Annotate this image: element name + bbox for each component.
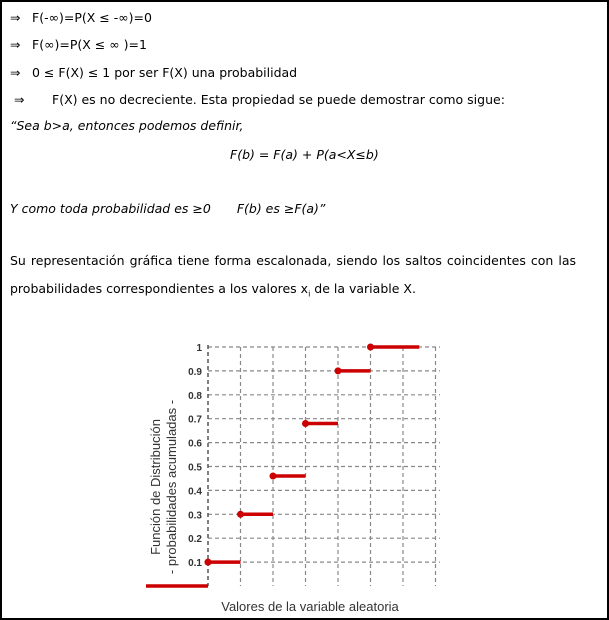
y-tick-label: 0.6 — [188, 438, 202, 450]
implies-icon: ⇒ — [14, 92, 25, 107]
y-tick-label: 0.1 — [188, 558, 202, 570]
paragraph-subscript: i — [308, 289, 311, 299]
property-text-2: F(∞)=P(X ≤ ∞ )=1 — [32, 37, 147, 52]
step-point — [335, 367, 342, 374]
chart-grid — [208, 347, 440, 586]
paragraph-text-end: de la variable X. — [310, 281, 416, 296]
implies-icon: ⇒ — [10, 37, 21, 52]
quote-start: “Sea b>a, entonces podemos definir, — [10, 118, 244, 133]
property-line-4 — [10, 92, 505, 107]
conclusion-text-b: F(b) es ≥F(a)” — [236, 201, 326, 216]
property-line-1 — [10, 10, 152, 25]
y-tick-label: 0.5 — [188, 462, 202, 474]
y-axis-label-line2: - probabilidades acumuladas - — [164, 399, 179, 575]
property-text-1: F(-∞)=P(X ≤ -∞)=0 — [32, 10, 152, 25]
conclusion-text-a: Y como toda probabilidad es ≥0 — [10, 201, 211, 216]
y-tick-label: 0.2 — [188, 534, 202, 546]
property-text-4: F(X) es no decreciente. Esta propiedad se puede demostrar como sigue: — [52, 92, 505, 107]
step-point — [270, 473, 277, 480]
property-line-2 — [10, 37, 147, 52]
formula: F(b) = F(a) + P(a<X≤b) — [230, 147, 379, 162]
y-axis-label-line1: Función de Distribución — [148, 419, 163, 555]
step-series — [146, 344, 419, 587]
paragraph-text: Su representación gráfica tiene forma escalonada, siendo los saltos coincidentes con las probabilidades correspondientes a los valores x — [10, 253, 576, 296]
x-axis-label: Valores de la variable aleatoria — [221, 599, 399, 614]
y-tick-label: 0.9 — [188, 366, 202, 378]
distribution-chart — [130, 332, 460, 617]
y-tick-label: 0.7 — [188, 414, 202, 426]
step-point — [237, 511, 244, 518]
property-text-3: 0 ≤ F(X) ≤ 1 por ser F(X) una probabilidad — [32, 65, 298, 80]
property-line-3 — [10, 65, 297, 80]
y-tick-label: 0.4 — [188, 486, 202, 498]
conclusion-line — [10, 201, 325, 216]
step-point — [302, 420, 309, 427]
y-tick-label: 0.3 — [188, 510, 202, 522]
implies-icon: ⇒ — [10, 10, 21, 25]
y-tick-label: 1 — [196, 343, 202, 354]
description-paragraph — [10, 247, 576, 309]
y-tick-label: 0.8 — [188, 390, 202, 402]
implies-icon: ⇒ — [10, 65, 21, 80]
step-point — [367, 344, 374, 351]
step-point — [205, 559, 212, 566]
y-tick-labels — [188, 343, 202, 569]
